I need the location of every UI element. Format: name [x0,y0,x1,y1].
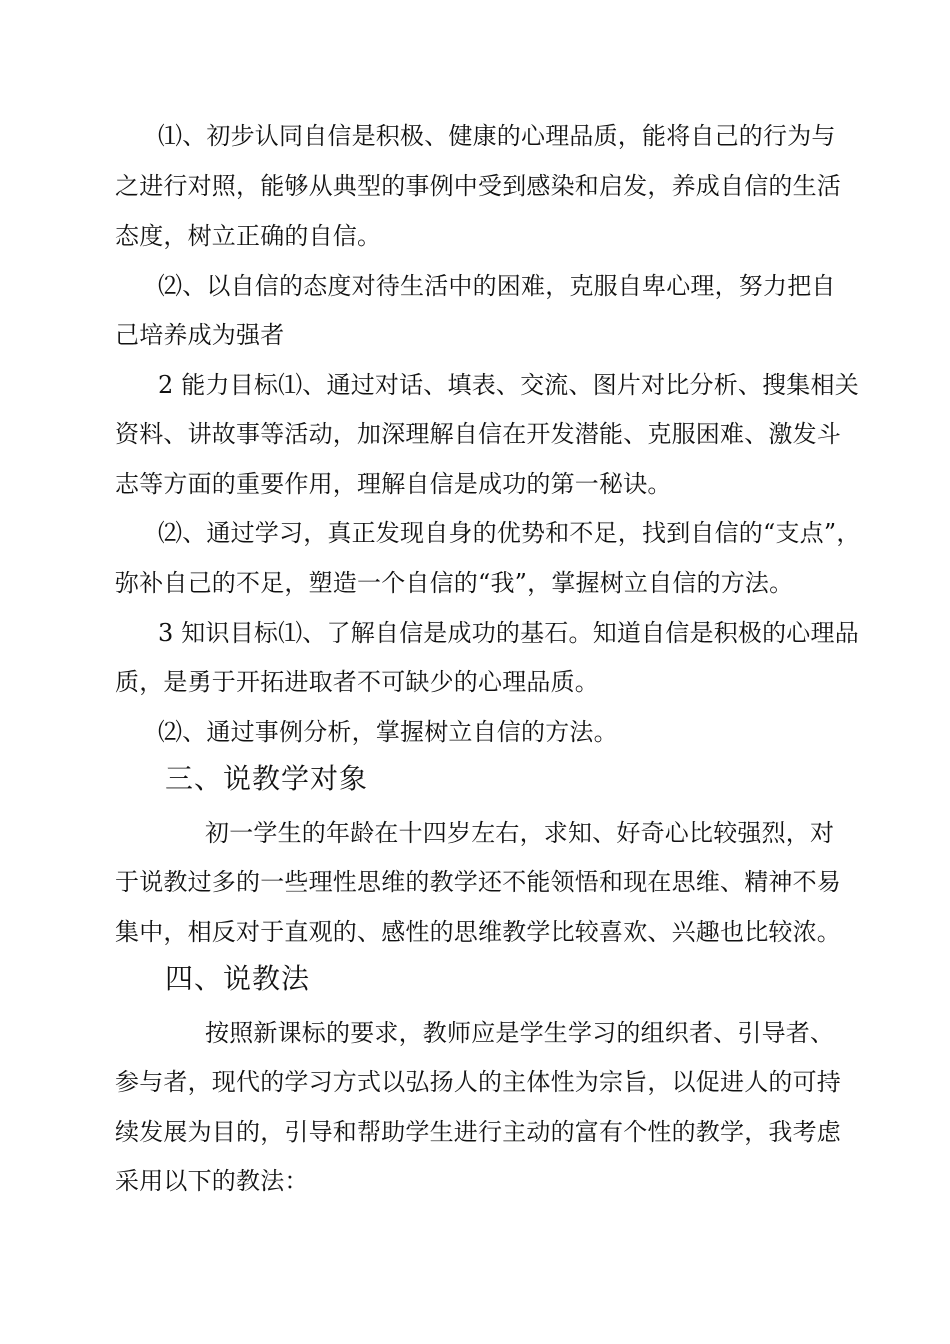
paragraph-line: ⑵、通过事例分析，掌握树立自信的方法。 [158,718,618,746]
paragraph-line: ⑵、以自信的态度对待生活中的困难，克服自卑心理，努力把自 [158,272,836,300]
paragraph-line: 采用以下的教法： [115,1167,309,1195]
paragraph-line: ⑴、初步认同自信是积极、健康的心理品质，能将自己的行为与 [158,122,836,150]
paragraph-line: 参与者，现代的学习方式以弘扬人的主体性为宗旨，以促进人的可持 [115,1068,841,1096]
paragraph-line: 集中，相反对于直观的、感性的思维教学比较喜欢、兴趣也比较浓。 [115,918,841,946]
paragraph-line: 3 知识目标⑴、了解自信是成功的基石。知道自信是积极的心理品 [158,619,859,647]
paragraph-line: 资料、讲故事等活动，加深理解自信在开发潜能、克服困难、激发斗 [115,420,841,448]
paragraph-line: 之进行对照，能够从典型的事例中受到感染和启发，养成自信的生活 [115,172,841,200]
paragraph-line: 质，是勇于开拓进取者不可缺少的心理品质。 [115,668,599,696]
paragraph-line: ⑵、通过学习，真正发现自身的优势和不足，找到自信的“支点”， [158,519,861,547]
paragraph-line: 续发展为目的，引导和帮助学生进行主动的富有个性的教学，我考虑 [115,1118,841,1146]
paragraph-line: 志等方面的重要作用，理解自信是成功的第一秘诀。 [115,470,672,498]
paragraph-line: 己培养成为强者 [115,321,285,349]
paragraph-line: 按照新课标的要求，教师应是学生学习的组织者、引导者、 [205,1019,835,1047]
paragraph-line: 初一学生的年龄在十四岁左右，求知、好奇心比较强烈，对 [205,819,835,847]
paragraph-line: 于说教过多的一些理性思维的教学还不能领悟和现在思维、精神不易 [115,868,841,896]
section-heading: 四、说教法 [165,962,311,995]
paragraph-line: 态度，树立正确的自信。 [115,222,382,250]
section-heading: 三、说教学对象 [165,762,369,795]
paragraph-line: 2 能力目标⑴、通过对话、填表、交流、图片对比分析、搜集相关 [158,371,859,399]
paragraph-line: 弥补自己的不足，塑造一个自信的“我”，掌握树立自信的方法。 [115,569,794,597]
